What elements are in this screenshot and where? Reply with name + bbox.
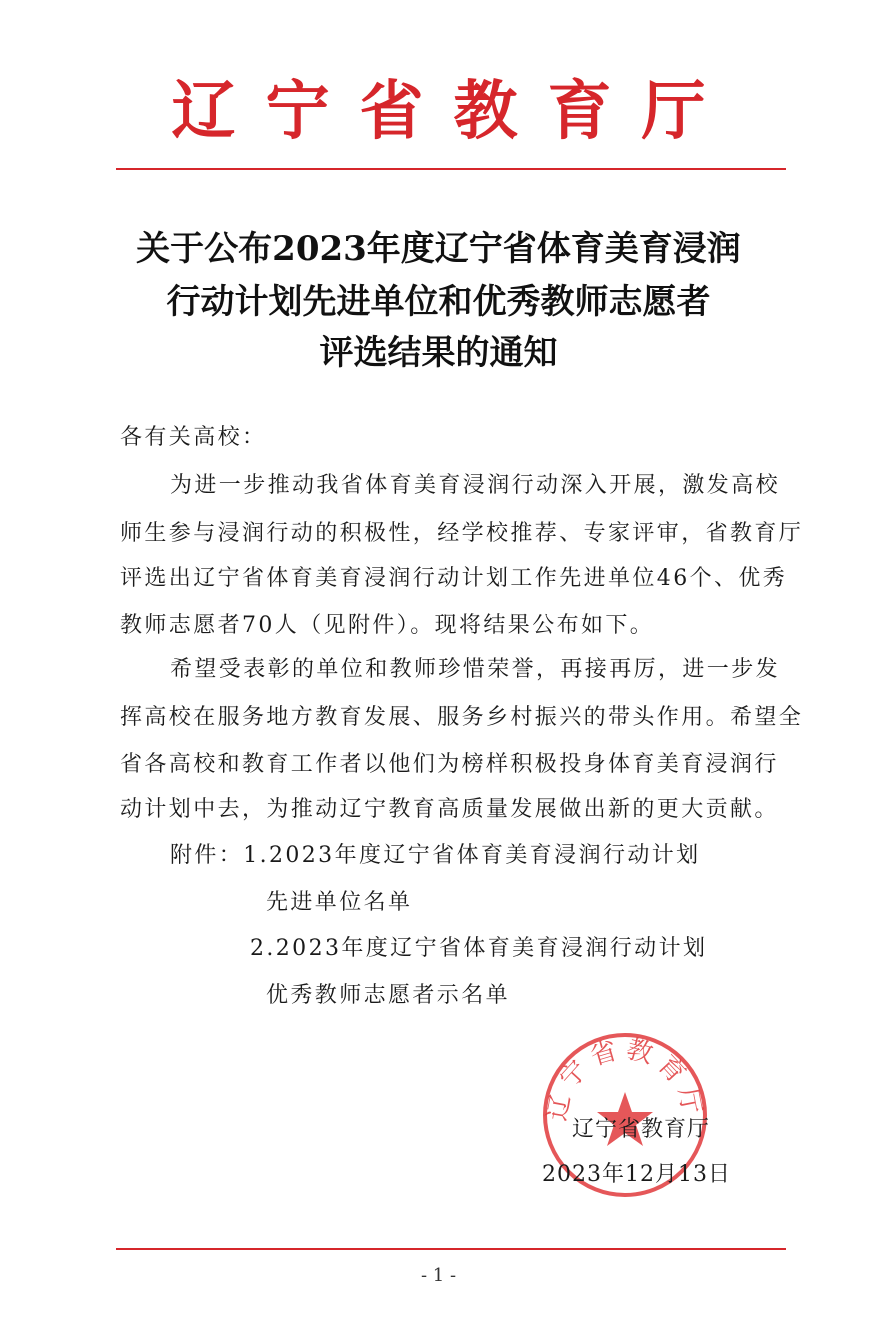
doc-title-line-2: 行动计划先进单位和优秀教师志愿者	[166, 282, 711, 322]
footer-rule	[116, 1248, 786, 1250]
attachment-1-line-1: 附件：1.2023年度辽宁省体育美育浸润行动计划	[170, 843, 701, 868]
letterhead-rule	[116, 168, 786, 170]
issuer-name: 辽宁省教育厅	[572, 1117, 711, 1142]
doc-title-line-3: 评选结果的通知	[319, 333, 558, 373]
paragraph-1-line: 为进一步推动我省体育美育浸润行动深入开展，激发高校	[170, 473, 781, 498]
paragraph-1-line: 评选出辽宁省体育美育浸润行动计划工作先进单位46个、优秀	[120, 566, 788, 591]
attachment-2-line-1: 2.2023年度辽宁省体育美育浸润行动计划	[250, 936, 708, 961]
paragraph-2-line: 希望受表彰的单位和教师珍惜荣誉，再接再厉，进一步发	[170, 657, 781, 682]
paragraph-1-line: 师生参与浸润行动的积极性，经学校推荐、专家评审，省教育厅	[120, 521, 804, 546]
letterhead-org: 辽宁省教育厅	[171, 74, 736, 149]
paragraph-2-line: 动计划中去，为推动辽宁教育高质量发展做出新的更大贡献。	[120, 797, 779, 822]
attachment-2-line-2: 优秀教师志愿者示名单	[266, 983, 511, 1008]
svg-text:辽宁省教育厅: 辽宁省教育厅	[542, 1034, 708, 1124]
paragraph-2-line: 省各高校和教育工作者以他们为榜样积极投身体育美育浸润行	[120, 752, 779, 777]
attachment-1-line-2: 先进单位名单	[266, 890, 413, 915]
salutation: 各有关高校：	[120, 425, 267, 450]
paragraph-2-line: 挥高校在服务地方教育发展、服务乡村振兴的带头作用。希望全	[120, 705, 804, 730]
paragraph-1-line: 教师志愿者70人（见附件）。现将结果公布如下。	[120, 613, 655, 638]
page-number: - 1 -	[420, 1265, 457, 1286]
issue-date: 2023年12月13日	[542, 1162, 731, 1187]
doc-title-line-1: 关于公布2023年度辽宁省体育美育浸润	[136, 229, 741, 269]
